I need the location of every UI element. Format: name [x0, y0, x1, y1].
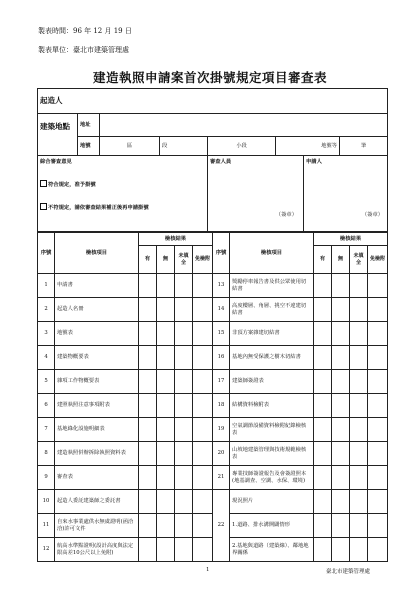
- col-none-left: 無: [157, 246, 175, 274]
- row-item: 2.基地與道路（建築線）、鄰地地界關係: [230, 538, 314, 562]
- row-no: 15: [213, 322, 230, 346]
- check-cell[interactable]: [350, 394, 368, 418]
- row-no: 9: [38, 466, 55, 490]
- lot-count-label: 筆: [340, 137, 388, 156]
- check-cell[interactable]: [368, 322, 388, 346]
- row-item: 起造人名冊: [55, 298, 139, 322]
- row-item: 建造執照併辦拆除執照資料表: [55, 442, 139, 466]
- row-item: 地號表: [55, 322, 139, 346]
- table-row: [38, 274, 388, 298]
- row-no: 1: [38, 274, 55, 298]
- check-cell[interactable]: [368, 466, 388, 490]
- row-item: 空氣調節設備資料檢附紀錄檢核表: [230, 418, 314, 442]
- check-cell[interactable]: [139, 322, 157, 346]
- check-cell[interactable]: [314, 466, 332, 490]
- check-cell[interactable]: [139, 466, 157, 490]
- col-none-right: 無: [332, 246, 350, 274]
- row-item: 結構資料檢附表: [230, 394, 314, 418]
- check-cell[interactable]: [139, 514, 157, 538]
- option-pass-text: 符合規定，准予掛號: [48, 181, 96, 188]
- fail-checkbox[interactable]: [40, 203, 47, 210]
- item-header-left: 檢核項目: [55, 233, 139, 274]
- subsection-label: 小段: [208, 137, 276, 156]
- check-cell[interactable]: [157, 322, 175, 346]
- seq-header-right: 序號: [213, 233, 230, 274]
- check-cell[interactable]: [157, 538, 175, 562]
- table-row: [38, 346, 388, 370]
- page-title: 建造執照申請案首次掛號規定項目審查表: [92, 70, 327, 85]
- row-item: 1.道路、排水溝開闢情形: [230, 514, 314, 538]
- check-cell[interactable]: [368, 274, 388, 298]
- row-no: 5: [38, 370, 55, 394]
- check-cell[interactable]: [157, 514, 175, 538]
- check-cell[interactable]: [175, 442, 193, 466]
- col-incomplete-left: 未填全: [175, 246, 193, 274]
- check-cell[interactable]: [350, 442, 368, 466]
- date-line: 製表時間：96 年 12 月 19 日: [38, 27, 132, 35]
- check-cell[interactable]: [314, 370, 332, 394]
- row-no: 21: [213, 466, 230, 490]
- row-item: 基地內無受保護之樹木切結書: [230, 346, 314, 370]
- check-cell[interactable]: [332, 346, 350, 370]
- check-cell[interactable]: [314, 418, 332, 442]
- check-cell[interactable]: [368, 370, 388, 394]
- info-form: [37, 88, 388, 232]
- check-cell[interactable]: [314, 394, 332, 418]
- row-no: 17: [213, 370, 230, 394]
- check-cell[interactable]: [193, 370, 213, 394]
- check-cell[interactable]: [332, 418, 350, 442]
- opinion-label: 綜合審查意見: [40, 159, 72, 165]
- col-incomplete-right: 未填全: [350, 246, 368, 274]
- row-item: 非頂方案雜建切結書: [230, 322, 314, 346]
- check-cell[interactable]: [332, 490, 350, 514]
- lot-label: 地號: [78, 137, 100, 156]
- check-cell[interactable]: [175, 466, 193, 490]
- check-cell[interactable]: [175, 322, 193, 346]
- check-cell[interactable]: [157, 490, 175, 514]
- check-cell[interactable]: [175, 274, 193, 298]
- page-number: 1: [206, 567, 210, 573]
- table-row: [38, 466, 388, 490]
- reviewer-seal: （簽章）: [275, 212, 297, 219]
- row-item: 專業技師簽證報告及會簽證照本(地基調查、空調、水保、環境): [230, 466, 314, 490]
- check-cell[interactable]: [175, 346, 193, 370]
- site-label: 建築地點: [38, 114, 78, 156]
- check-cell[interactable]: [314, 274, 332, 298]
- row-item: 審查表: [55, 466, 139, 490]
- check-cell[interactable]: [350, 418, 368, 442]
- check-cell[interactable]: [314, 298, 332, 322]
- check-cell[interactable]: [350, 274, 368, 298]
- check-cell[interactable]: [332, 298, 350, 322]
- check-cell[interactable]: [368, 442, 388, 466]
- check-cell[interactable]: [350, 322, 368, 346]
- row-item: 建築師簽證表: [230, 370, 314, 394]
- check-cell[interactable]: [157, 370, 175, 394]
- check-cell[interactable]: [175, 370, 193, 394]
- row-no: 20: [213, 442, 230, 466]
- check-cell[interactable]: [332, 442, 350, 466]
- row-no: 2: [38, 298, 55, 322]
- check-cell[interactable]: [139, 490, 157, 514]
- row-no: 4: [38, 346, 55, 370]
- check-cell[interactable]: [193, 490, 213, 514]
- check-cell[interactable]: [368, 346, 388, 370]
- table-row: [38, 442, 388, 466]
- check-cell[interactable]: [314, 514, 332, 538]
- check-cell[interactable]: [139, 370, 157, 394]
- check-cell[interactable]: [157, 394, 175, 418]
- check-cell[interactable]: [368, 298, 388, 322]
- check-cell[interactable]: [193, 394, 213, 418]
- option-fail-text: 不符規定，請依審查結果補正後再申請掛號: [48, 204, 149, 211]
- row-no: 22: [213, 490, 230, 562]
- check-cell[interactable]: [175, 394, 193, 418]
- check-cell[interactable]: [139, 394, 157, 418]
- row-item: 雜項工作物概要表: [55, 370, 139, 394]
- check-cell[interactable]: [368, 514, 388, 538]
- col-have-left: 有: [139, 246, 157, 274]
- check-cell[interactable]: [193, 466, 213, 490]
- row-item: 建築物概要表: [55, 346, 139, 370]
- row-item: 航高水準點證明(設計高度與法定限高差10公尺以上免附): [55, 538, 139, 562]
- applicant-label: 起造人: [38, 89, 388, 114]
- row-item: 現況照片: [230, 490, 314, 514]
- check-cell[interactable]: [314, 490, 332, 514]
- reviewer-label: 審查人員: [210, 159, 232, 165]
- item-header-right: 檢核項目: [230, 233, 314, 274]
- check-cell[interactable]: [139, 418, 157, 442]
- check-cell[interactable]: [157, 442, 175, 466]
- check-cell[interactable]: [139, 442, 157, 466]
- check-cell[interactable]: [350, 466, 368, 490]
- check-cell[interactable]: [332, 466, 350, 490]
- check-cell[interactable]: [139, 274, 157, 298]
- table-row: [38, 322, 388, 346]
- row-no: 13: [213, 274, 230, 298]
- check-cell[interactable]: [139, 298, 157, 322]
- row-item: 基地綠化設施明細表: [55, 418, 139, 442]
- col-have-right: 有: [314, 246, 332, 274]
- check-cell[interactable]: [332, 274, 350, 298]
- check-cell[interactable]: [368, 418, 388, 442]
- row-no: 3: [38, 322, 55, 346]
- check-cell[interactable]: [332, 514, 350, 538]
- result-header-right: 檢核結果: [314, 233, 388, 246]
- applicant-seal: （簽章）: [361, 212, 384, 219]
- seq-header-left: 序號: [38, 233, 55, 274]
- check-cell[interactable]: [332, 538, 350, 562]
- check-cell[interactable]: [175, 538, 193, 562]
- check-cell[interactable]: [314, 346, 332, 370]
- check-cell[interactable]: [332, 322, 350, 346]
- result-header-left: 檢核結果: [139, 233, 213, 246]
- row-item: 起造人委託建築師之委託書: [55, 490, 139, 514]
- check-cell[interactable]: [332, 394, 350, 418]
- row-no: 10: [38, 490, 55, 514]
- check-cell[interactable]: [157, 466, 175, 490]
- row-no: 14: [213, 298, 230, 322]
- row-no: 19: [213, 418, 230, 442]
- check-cell[interactable]: [193, 538, 213, 562]
- check-cell[interactable]: [193, 274, 213, 298]
- row-no: 18: [213, 394, 230, 418]
- check-cell[interactable]: [368, 538, 388, 562]
- row-item: 建照執照注意事項附表: [55, 394, 139, 418]
- row-item: 自來水事業處供水無虞證明(函洽洽)許可文件: [55, 514, 139, 538]
- option-pass[interactable]: [40, 180, 205, 189]
- row-item: 申請書: [55, 274, 139, 298]
- check-cell[interactable]: [175, 490, 193, 514]
- pass-checkbox[interactable]: [40, 180, 47, 187]
- check-cell[interactable]: [350, 514, 368, 538]
- check-cell[interactable]: [350, 490, 368, 514]
- row-no: 16: [213, 346, 230, 370]
- table-row: [38, 394, 388, 418]
- row-item: 山坡地建築管理與技術規範檢核表: [230, 442, 314, 466]
- address-field[interactable]: [100, 114, 388, 137]
- check-cell[interactable]: [314, 322, 332, 346]
- applicant-sign-label: 申請人: [306, 159, 322, 165]
- check-cell[interactable]: [332, 370, 350, 394]
- table-row: [38, 370, 388, 394]
- unit-line: 製表單位：臺北市建築管理處: [38, 46, 129, 54]
- check-cell[interactable]: [368, 394, 388, 418]
- check-cell[interactable]: [350, 370, 368, 394]
- reviewer-cell[interactable]: [208, 156, 304, 232]
- check-cell[interactable]: [193, 346, 213, 370]
- option-fail[interactable]: [40, 203, 205, 212]
- table-row: [38, 298, 388, 322]
- col-exempt-right: 免檢附: [368, 246, 388, 274]
- col-exempt-left: 免檢附: [193, 246, 213, 274]
- check-cell[interactable]: [193, 442, 213, 466]
- address-label: 地址: [78, 114, 100, 137]
- check-cell[interactable]: [175, 514, 193, 538]
- check-cell[interactable]: [314, 538, 332, 562]
- check-cell[interactable]: [157, 346, 175, 370]
- check-cell[interactable]: [175, 298, 193, 322]
- row-no: 7: [38, 418, 55, 442]
- check-cell[interactable]: [157, 298, 175, 322]
- check-cell[interactable]: [175, 418, 193, 442]
- check-cell[interactable]: [314, 442, 332, 466]
- section-label: 段: [160, 137, 208, 156]
- checklist-table: [37, 232, 388, 562]
- district-label: 區: [100, 137, 160, 156]
- check-cell[interactable]: [193, 322, 213, 346]
- check-cell[interactable]: [368, 490, 388, 514]
- check-cell[interactable]: [139, 538, 157, 562]
- lot-no-label: 地號等: [276, 137, 340, 156]
- check-cell[interactable]: [139, 346, 157, 370]
- table-row: [38, 418, 388, 442]
- row-no: 11: [38, 514, 55, 538]
- row-item: 高度樓層、角層、挑空不違建切結書: [230, 298, 314, 322]
- applicant-sign-cell[interactable]: [304, 156, 388, 232]
- opinion-cell: [38, 156, 208, 232]
- row-no: 12: [38, 538, 55, 562]
- footer-agency: 臺北市建築管理處: [326, 569, 371, 575]
- check-cell[interactable]: [350, 346, 368, 370]
- check-cell[interactable]: [157, 418, 175, 442]
- row-no: 8: [38, 442, 55, 466]
- check-cell[interactable]: [193, 514, 213, 538]
- check-cell[interactable]: [193, 418, 213, 442]
- row-item: 獎勵停車報告書及供公眾使用切結書: [230, 274, 314, 298]
- check-cell[interactable]: [157, 274, 175, 298]
- table-row: [38, 490, 388, 514]
- check-cell[interactable]: [193, 298, 213, 322]
- row-no: 6: [38, 394, 55, 418]
- check-cell[interactable]: [350, 538, 368, 562]
- check-cell[interactable]: [350, 298, 368, 322]
